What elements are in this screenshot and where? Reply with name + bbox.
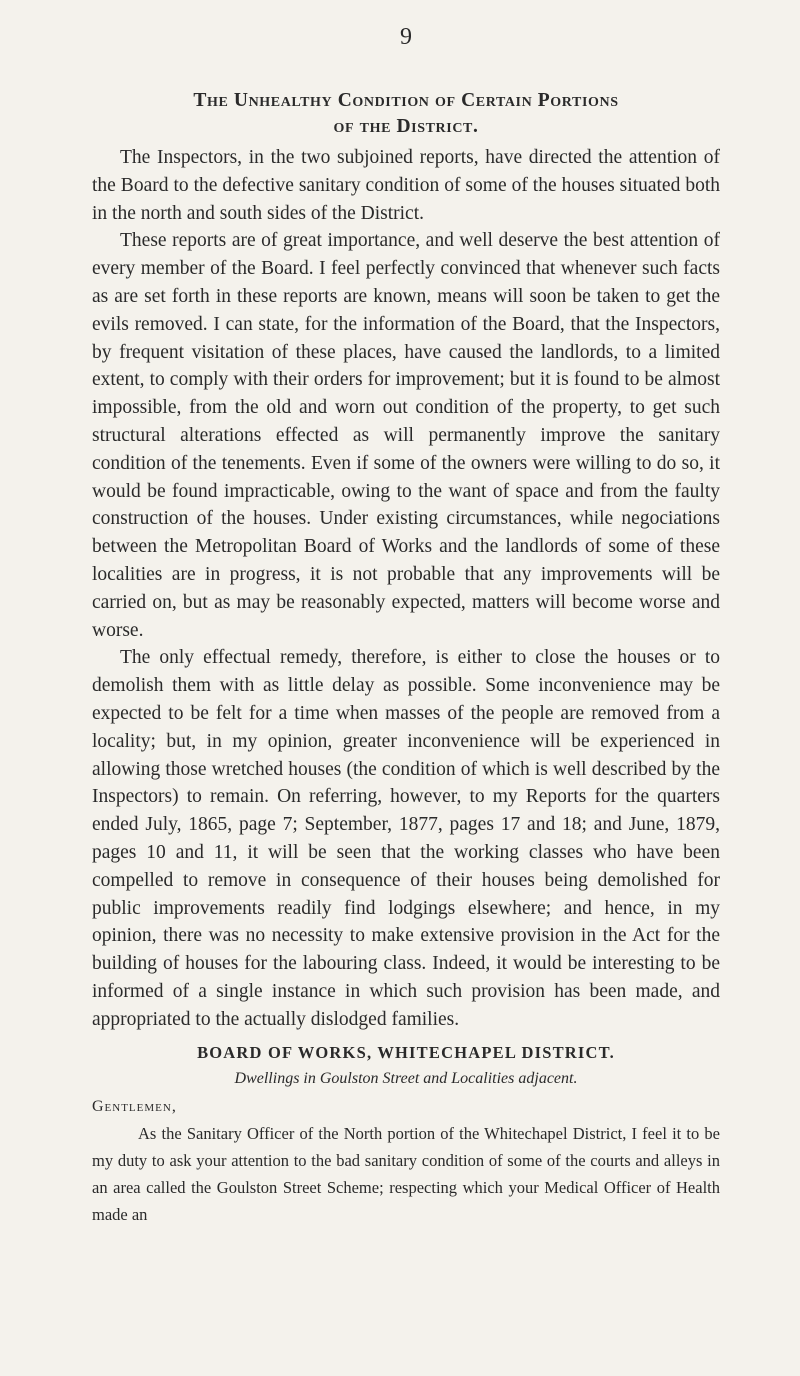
page-number: 9 xyxy=(400,24,412,50)
report-body xyxy=(92,144,720,1034)
paragraph-3: The only effectual remedy, therefore, is either to close the houses or to demolish them with as little delay as possible. Some inconvenience may be expected to be felt for a time when masses of the people are removed from a locality; but, in my opinion, greater inconvenience will be experienced in allowing those wretched houses (the condition of which is well described by the Inspectors) to remain. On referring, however, to my Reports for the quarters ended July, 1865, page 7; September, 1877, pages 17 and 18; and June, 1879, pages 10 and 11, it will be seen that the working classes who have been compelled to remove in consequence of their houses being demolished for public improvements readily find lodgings elsewhere; and hence, in my opinion, there was no necessity to make extensive provision in the Act for the building of houses for the labouring class. Indeed, it would be interesting to be informed of a single instance in which such provision has been made, and appropriated to the actually dislodged families. xyxy=(92,647,720,1030)
section-title xyxy=(92,88,720,140)
letter-salutation: Gentlemen, xyxy=(92,1097,177,1115)
document-page xyxy=(92,22,720,1228)
section-title-line-1: The Unhealthy Condition of Certain Portions xyxy=(193,90,619,111)
paragraph-2: These reports are of great importance, and well deserve the best attention of every member of the Board. I feel perfectly convinced that whenever such facts as are set forth in these reports are known, means will soon be taken to get the evils removed. I can state, for the information of the Board, that the Inspectors, by frequent visitation of these places, have caused the landlords, to a limited extent, to comply with their orders for improvement; but it is found to be almost impossible, from the old and worn out condition of the property, to get such structural alterations effected as will permanently improve the sanitary condition of the tenements. Even if some of the owners were willing to do so, it would be found impracticable, owing to the want of space and from the faulty construction of the houses. Under existing circumstances, while negociations between the Metropolitan Board of Works and the landlords of some of these localities are in progress, it is not probable that any improvements will be carried on, but as may be reasonably expected, matters will become worse and worse. xyxy=(92,230,720,641)
paragraph-1: The Inspectors, in the two subjoined reports, have directed the attention of the Board to the defective sanitary condition of some of the houses situated both in the north and south sides of the District. xyxy=(92,147,720,224)
letter-heading: BOARD OF WORKS, WHITECHAPEL DISTRICT. xyxy=(197,1042,615,1062)
letter-subheading: Dwellings in Goulston Street and Localities adjacent. xyxy=(234,1069,578,1087)
letter-body: As the Sanitary Officer of the North portion of the Whitechapel District, I feel it to be my duty to ask your attention to the bad sanitary condition of some of the courts and alleys in an area called the Goulston Street Scheme; respecting which your Medical Officer of Health made an xyxy=(92,1123,720,1224)
section-title-line-2: of the District. xyxy=(333,116,479,137)
